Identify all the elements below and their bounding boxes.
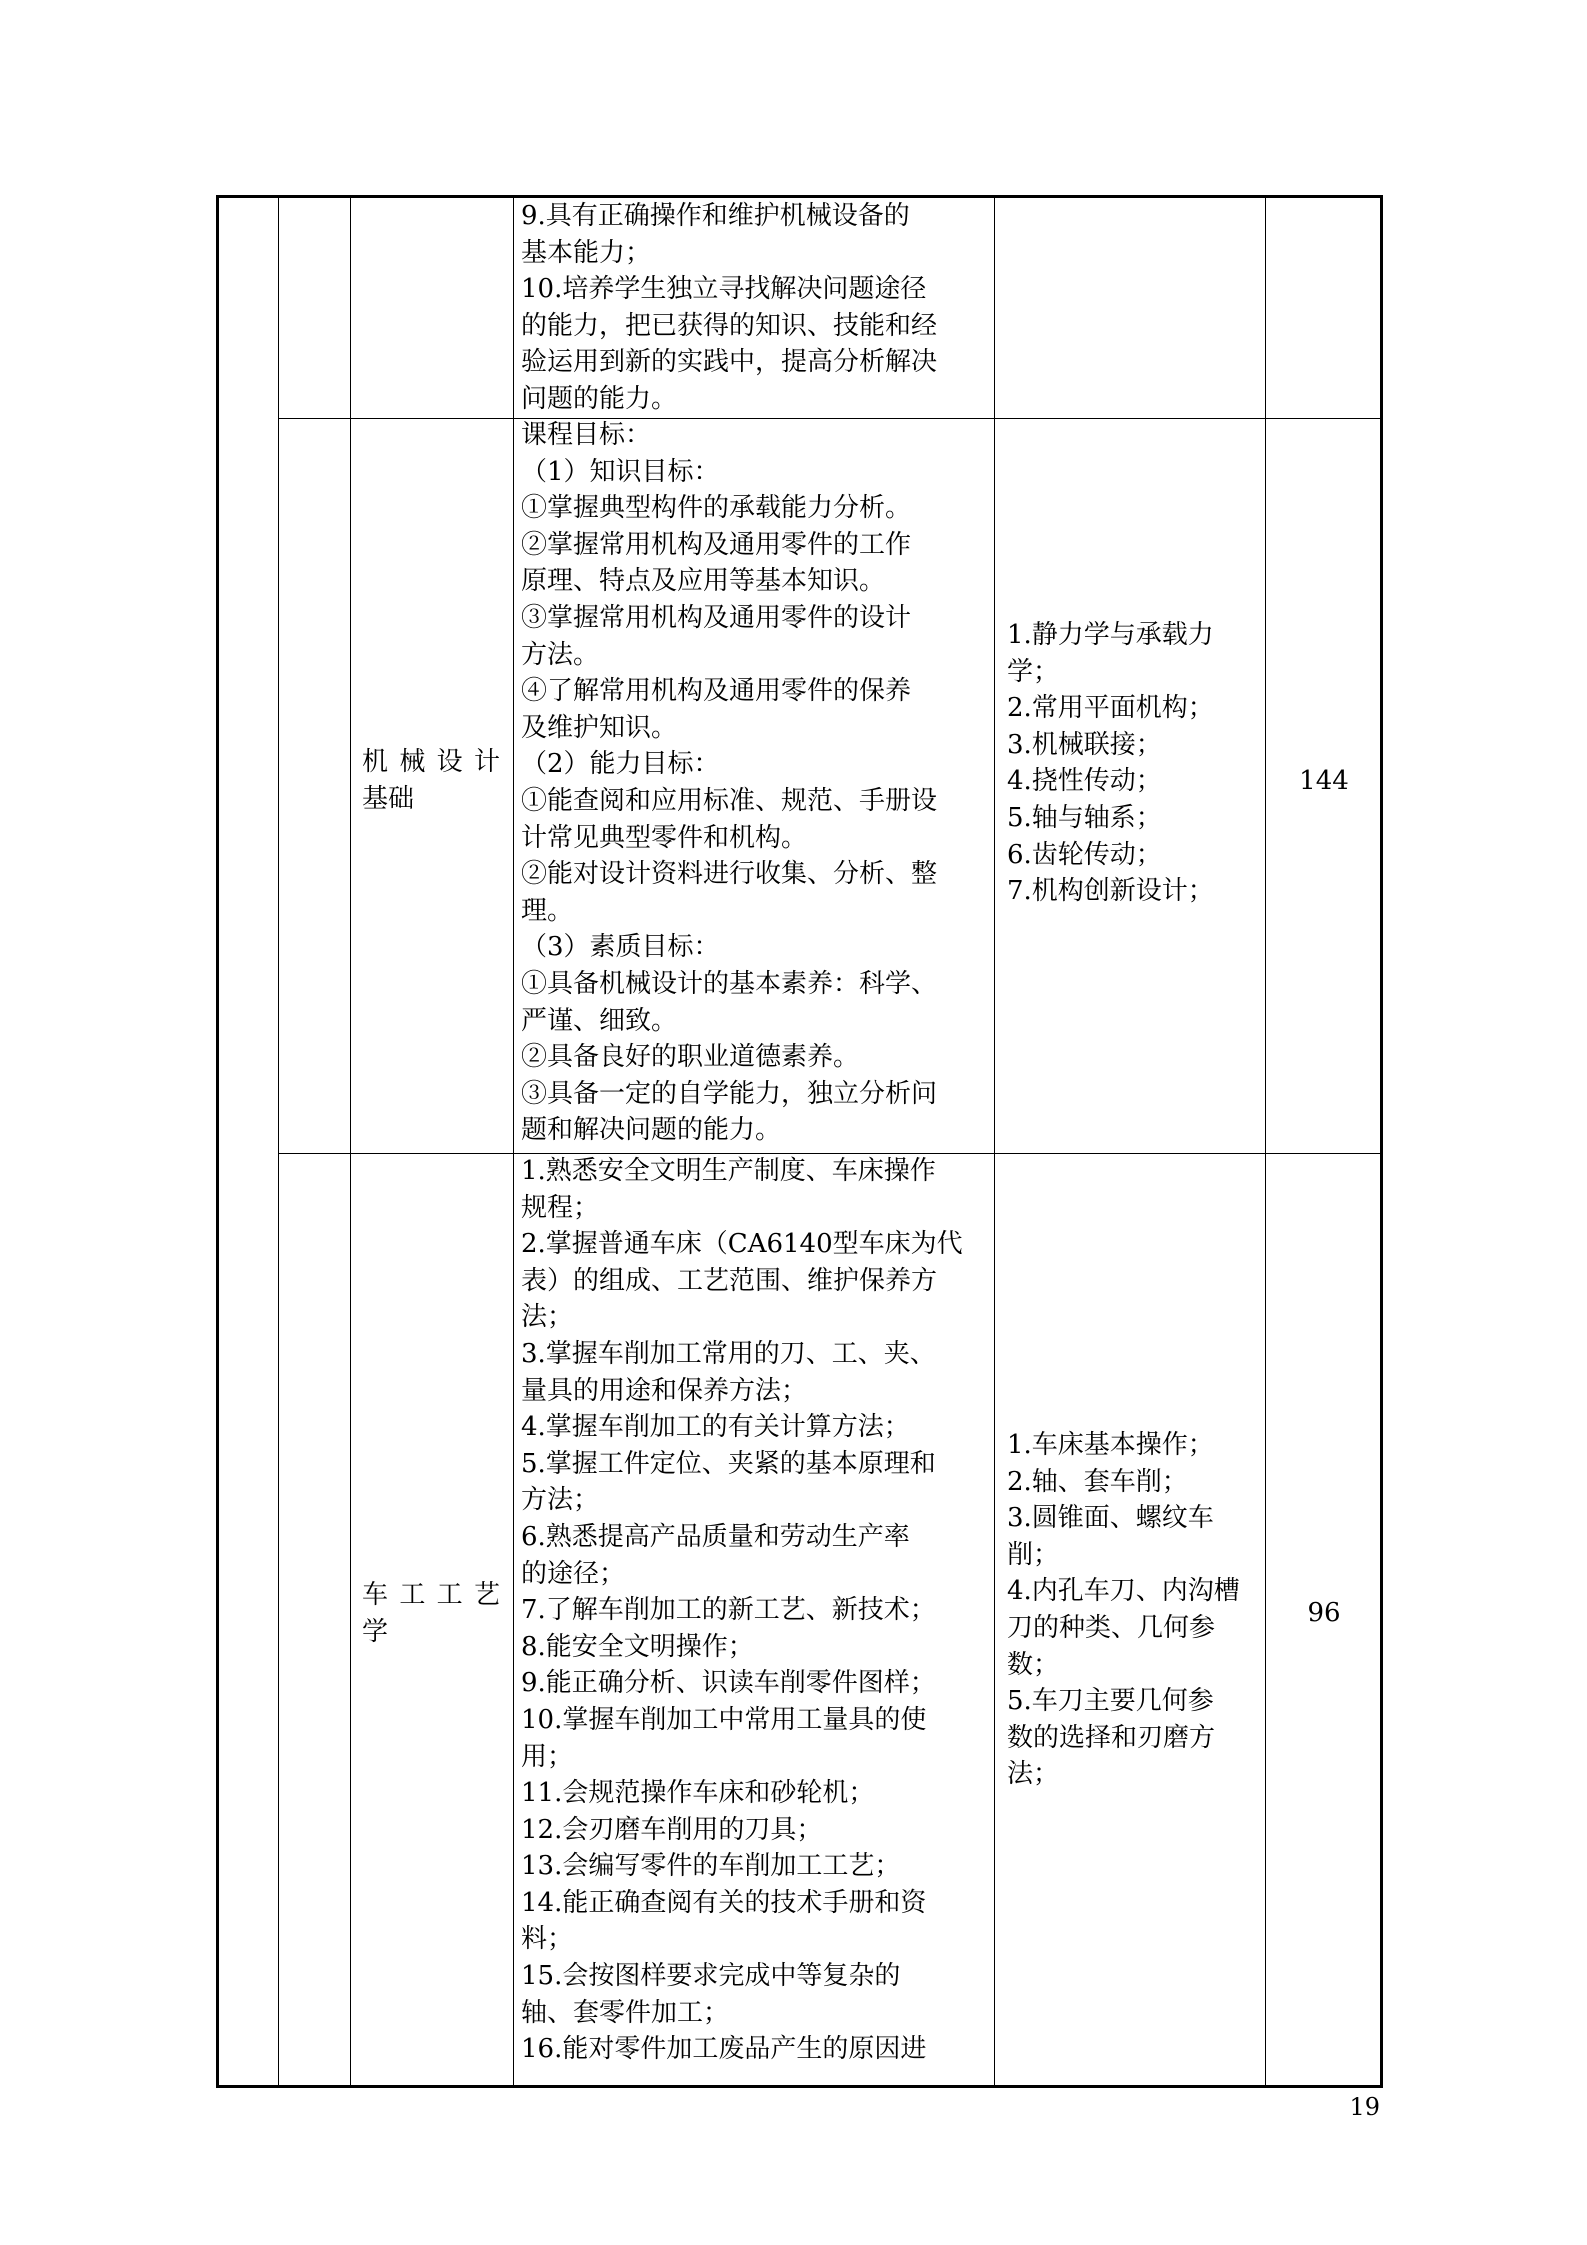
- column-divider: [350, 198, 351, 2085]
- objective-line: 9.具有正确操作和维护机械设备的: [521, 201, 910, 231]
- course-name-cell: [362, 744, 500, 817]
- objectives-cell: [521, 1153, 991, 2068]
- content-line: 削；: [1007, 1539, 1060, 1570]
- objective-line: 6.熟悉提高产品质量和劳动生产率: [521, 1521, 910, 1552]
- objective-line: 量具的用途和保养方法；: [521, 1375, 808, 1406]
- objective-line: ①掌握典型构件的承载能力分析。: [521, 493, 912, 524]
- objective-line: 规程；: [521, 1192, 600, 1223]
- objective-line: 12.会刃磨车削用的刀具；: [521, 1814, 823, 1845]
- objective-line: 轴、套零件加工；: [521, 1997, 730, 2028]
- content-line: 学；: [1007, 656, 1060, 687]
- course-table: [216, 195, 1383, 2088]
- course-name-line: 学: [362, 1616, 389, 1647]
- course-name-line: 机械设计: [362, 747, 500, 777]
- objective-line: 严谨、细致。: [521, 1005, 678, 1036]
- content-line: 2.轴、套车削；: [1007, 1466, 1188, 1497]
- content-line: 4.挠性传动；: [1007, 766, 1162, 797]
- objective-line: 理。: [521, 895, 574, 926]
- column-divider: [1265, 198, 1266, 2085]
- objective-line: 2.掌握普通车床（CA6140型车床为代: [521, 1229, 963, 1260]
- objective-line: 的能力，把已获得的知识、技能和经: [521, 310, 938, 341]
- content-line: 法；: [1007, 1759, 1060, 1790]
- course-name-line: 车工工艺: [362, 1580, 500, 1610]
- objective-line: ③掌握常用机构及通用零件的设计: [521, 602, 912, 633]
- content-line: 3.机械联接；: [1007, 729, 1162, 760]
- objective-line: 的途径；: [521, 1558, 626, 1589]
- objective-line: 5.掌握工件定位、夹紧的基本原理和: [521, 1448, 936, 1479]
- content-line: 1.静力学与承载力: [1007, 620, 1214, 650]
- objective-line: 9.能正确分析、识读车削零件图样；: [521, 1668, 936, 1699]
- content-line: 数的选择和刃磨方: [1007, 1722, 1216, 1753]
- objective-line: 3.掌握车削加工常用的刀、工、夹、: [521, 1338, 936, 1369]
- course-name-cell: [362, 1577, 500, 1650]
- hours-cell: 96: [1307, 1598, 1341, 1628]
- objective-line: 1.熟悉安全文明生产制度、车床操作: [521, 1156, 936, 1186]
- column-divider: [994, 198, 995, 2085]
- content-line: 5.轴与轴系；: [1007, 802, 1162, 833]
- page-number: 19: [1349, 2093, 1380, 2121]
- hours-cell: 144: [1299, 766, 1349, 796]
- objective-line: 7.了解车削加工的新工艺、新技术；: [521, 1595, 936, 1626]
- objective-line: 问题的能力。: [521, 383, 678, 414]
- objective-line: 方法；: [521, 1485, 600, 1516]
- objective-line: 方法。: [521, 639, 600, 670]
- objective-line: 基本能力；: [521, 237, 652, 268]
- objectives-cell: [521, 198, 991, 418]
- objective-line: ④了解常用机构及通用零件的保养: [521, 676, 912, 707]
- objective-line: 验运用到新的实践中，提高分析解决: [521, 347, 938, 378]
- objective-line: 法；: [521, 1302, 574, 1333]
- course-name-line: 基础: [362, 783, 415, 814]
- content-line: 5.车刀主要几何参: [1007, 1686, 1214, 1717]
- objective-line: ①能查阅和应用标准、规范、手册设: [521, 785, 938, 816]
- objective-line: 原理、特点及应用等基本知识。: [521, 566, 886, 597]
- objective-line: ②掌握常用机构及通用零件的工作: [521, 529, 912, 560]
- objective-line: 表）的组成、工艺范围、维护保养方: [521, 1265, 938, 1296]
- objective-line: 16.能对零件加工废品产生的原因进: [521, 2034, 927, 2065]
- objective-line: 用；: [521, 1741, 574, 1772]
- content-line: 4.内孔车刀、内沟槽: [1007, 1576, 1240, 1607]
- objective-line: 10.培养学生独立寻找解决问题途径: [521, 274, 927, 305]
- objective-line: 8.能安全文明操作；: [521, 1631, 754, 1662]
- column-divider: [513, 198, 514, 2085]
- objective-line: ②具备良好的职业道德素养。: [521, 1042, 860, 1073]
- content-line: 数；: [1007, 1649, 1060, 1680]
- column-divider: [278, 198, 279, 2085]
- objectives-cell: [521, 417, 991, 1149]
- objective-line: 4.掌握车削加工的有关计算方法；: [521, 1412, 910, 1443]
- objective-line: 及维护知识。: [521, 712, 678, 743]
- objective-line: ②能对设计资料进行收集、分析、整: [521, 859, 938, 890]
- objective-line: 13.会编写零件的车削加工工艺；: [521, 1851, 901, 1882]
- objective-line: （3）素质目标：: [521, 932, 720, 963]
- content-line: 6.齿轮传动；: [1007, 839, 1162, 870]
- objective-line: 15.会按图样要求完成中等复杂的: [521, 1961, 901, 1992]
- objective-line: （1）知识目标：: [521, 456, 720, 487]
- objective-line: ③具备一定的自学能力，独立分析问: [521, 1078, 938, 1109]
- objective-line: 11.会规范操作车床和砂轮机；: [521, 1778, 875, 1809]
- content-line: 刀的种类、几何参: [1007, 1612, 1216, 1643]
- objective-line: （2）能力目标：: [521, 749, 720, 780]
- content-line: 7.机构创新设计；: [1007, 876, 1214, 907]
- objective-line: 料；: [521, 1924, 574, 1955]
- objective-line: 14.能正确查阅有关的技术手册和资: [521, 1887, 927, 1918]
- content-cell: [1007, 1427, 1263, 1793]
- content-line: 1.车床基本操作；: [1007, 1430, 1214, 1460]
- content-line: 2.常用平面机构；: [1007, 693, 1214, 724]
- content-cell: [1007, 617, 1263, 910]
- objective-line: 题和解决问题的能力。: [521, 1115, 782, 1146]
- objective-line: ①具备机械设计的基本素养：科学、: [521, 968, 938, 999]
- objective-line: 10.掌握车削加工中常用工量具的使: [521, 1704, 927, 1735]
- objective-line: 课程目标：: [521, 420, 652, 450]
- content-line: 3.圆锥面、螺纹车: [1007, 1503, 1214, 1534]
- objective-line: 计常见典型零件和机构。: [521, 822, 808, 853]
